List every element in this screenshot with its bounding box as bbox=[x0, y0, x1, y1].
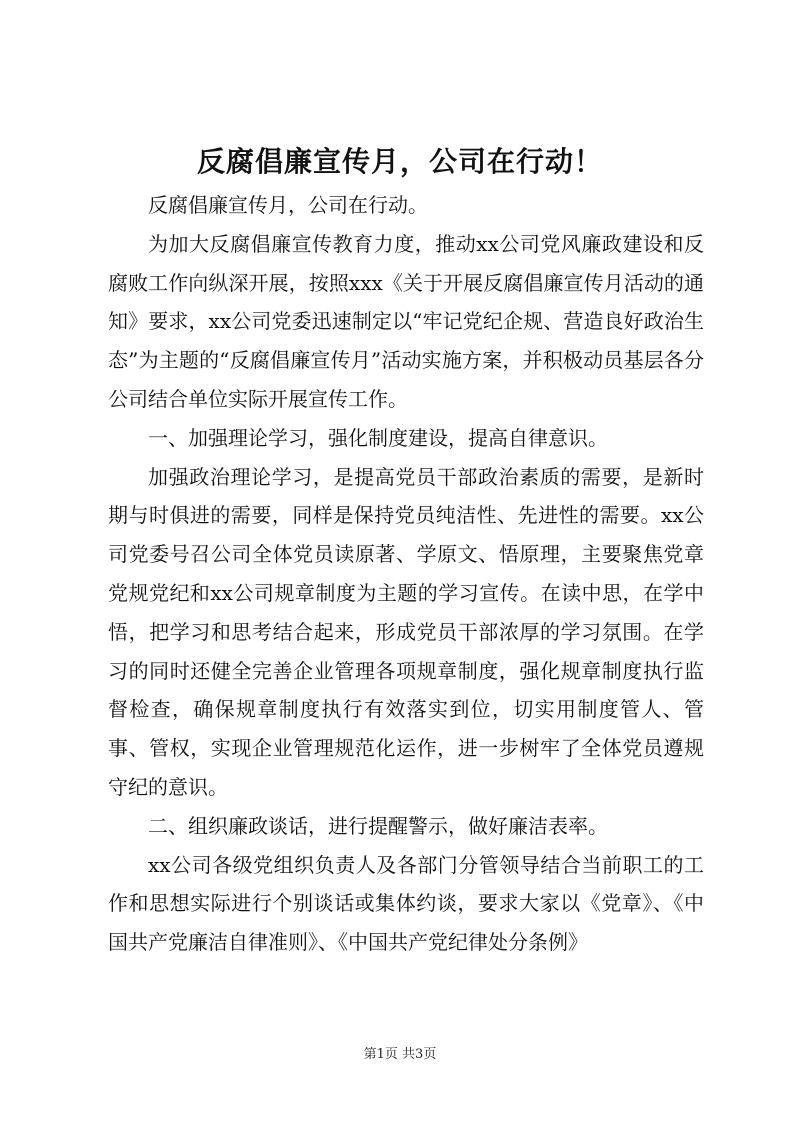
section-heading: 一、加强理论学习，强化制度建设，提高自律意识。 bbox=[148, 425, 608, 450]
page-number-footer: 第1页 共3页 bbox=[363, 1047, 437, 1062]
paragraph: 反腐倡廉宣传月，公司在行动。 bbox=[148, 193, 428, 217]
document-body bbox=[108, 186, 704, 962]
paragraph: xx公司各级党组织负责人及各部门分管领导结合当前职工的工作和思想实际进行个别谈话或集体约谈，要求大家以《党章》、《中国共产党廉洁自律准则》、《中国共产党纪律处分条例》 bbox=[108, 852, 704, 955]
document-title: 反腐倡廉宣传月，公司在行动！ bbox=[196, 145, 603, 178]
paragraph: 加强政治理论学习，是提高党员干部政治素质的需要，是新时期与时俱进的需要，同样是保持党员纯洁性、先进性的需要。xx公司党委号召公司全体党员读原著、学原文、悟原理，主要聚焦党章党规党纪和xx公司规章制度为主题的学习宣传。在读中思，在学中悟，把学习和思考结合起来，形成党员干部浓厚的学习氛围。在学习的同时还健全完善企业管理各项规章制度，强化规章制度执行监督检查，确保规章制度执行有效落实到位，切实用制度管人、管事、管权，实现企业管理规范化运作，进一步树牢了全体党员遵规守纪的意识。 bbox=[108, 464, 704, 799]
section-heading: 二、组织廉政谈话，进行提醒警示，做好廉洁表率。 bbox=[148, 813, 608, 838]
paragraph: 为加大反腐倡廉宣传教育力度，推动xx公司党风廉政建设和反腐败工作向纵深开展，按照xxx《关于开展反腐倡廉宣传月活动的通知》要求，xx公司党委迅速制定以“牢记党纪企规、营造良好政治生态”为主题的“反腐倡廉宣传月”活动实施方案，并积极动员基层各分公司结合单位实际开展宣传工作。 bbox=[108, 231, 704, 411]
